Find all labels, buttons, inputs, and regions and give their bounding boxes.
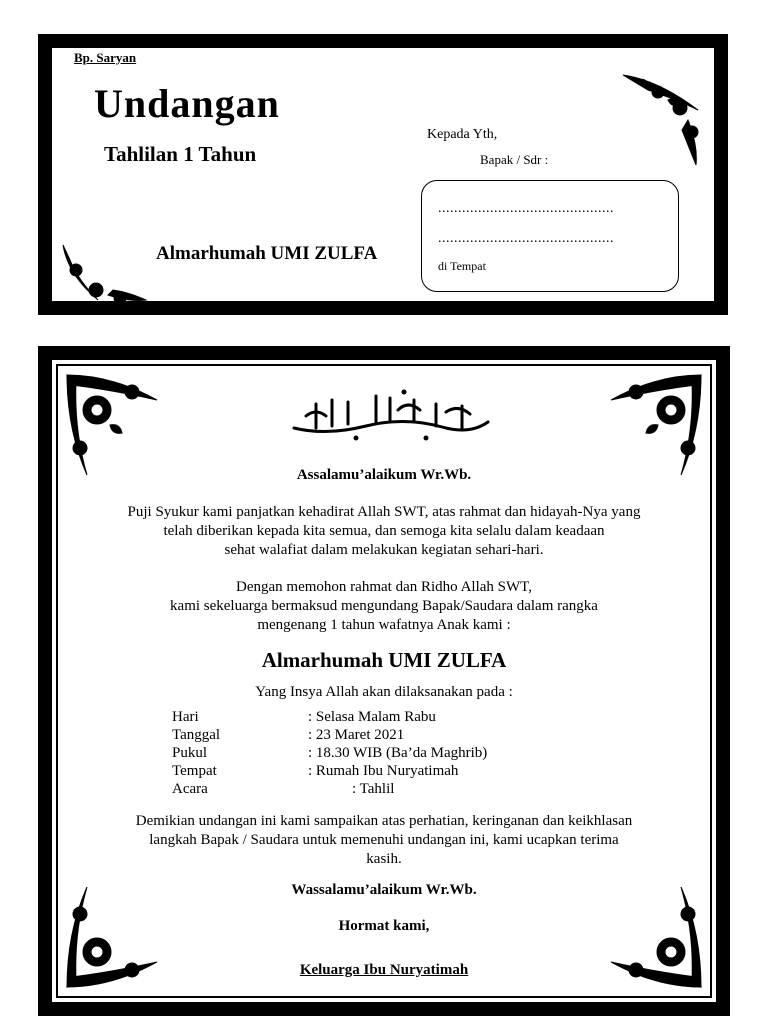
request-line-2: kami sekeluarga bermaksud mengundang Bapak/Saudara dalam rangka <box>170 598 598 614</box>
closing-greeting: Wassalamu’alaikum Wr.Wb. <box>291 882 477 898</box>
event-details <box>172 708 487 798</box>
detail-value: : Rumah Ibu Nuryatimah <box>308 763 459 779</box>
detail-row-event <box>172 780 487 798</box>
event-subtitle: Tahlilan 1 Tahun <box>104 142 257 166</box>
request-line-3: mengenang 1 tahun wafatnya Anak kami : <box>257 617 511 633</box>
detail-value: : Tahlil <box>352 781 395 797</box>
detail-row-day <box>172 708 487 726</box>
detail-label: Tanggal <box>172 727 221 743</box>
floral-corner-icon <box>58 240 148 308</box>
address-location: di Tempat <box>438 259 486 273</box>
closing-line-2: langkah Bapak / Saudara untuk memenuhi undangan ini, kami ucapkan terima <box>149 832 619 848</box>
detail-label: Tempat <box>172 763 217 779</box>
invitation-title: Undangan <box>94 81 280 126</box>
detail-label: Pukul <box>172 745 208 761</box>
closing-line-3: kasih. <box>366 851 402 867</box>
bismillah-calligraphy-icon <box>286 386 496 446</box>
closing-line-1: Demikian undangan ini kami sampaikan atas perhatian, keringanan dan keikhlasan <box>135 813 633 829</box>
detail-row-place <box>172 762 487 780</box>
gratitude-line-3: sehat walafiat dalam melakukan kegiatan sehari-hari. <box>224 542 544 558</box>
address-box <box>421 180 679 292</box>
closing-paragraph <box>78 812 690 869</box>
floral-corner-icon <box>618 70 708 170</box>
envelope-card <box>38 34 728 315</box>
signature: Keluarga Ibu Nuryatimah <box>299 962 469 978</box>
gratitude-line-1: Puji Syukur kami panjatkan kehadirat Allah SWT, atas rahmat dan hidayah-Nya yang <box>127 504 641 520</box>
regards: Hormat kami, <box>338 918 430 934</box>
letter-body <box>38 466 730 702</box>
deceased-name: Almarhumah UMI ZULFA <box>156 243 378 264</box>
detail-row-time <box>172 744 487 762</box>
detail-label: Acara <box>172 781 208 797</box>
address-line-2: ............................................ <box>438 231 614 246</box>
detail-value: : 23 Maret 2021 <box>308 727 405 743</box>
request-line-1: Dengan memohon rahmat dan Ridho Allah SWT, <box>236 579 532 595</box>
detail-label: Hari <box>172 709 199 725</box>
opening-greeting: Assalamu’alaikum Wr.Wb. <box>296 467 472 483</box>
deceased-name: Almarhumah UMI ZULFA <box>261 648 507 672</box>
address-line-1: ............................................ <box>438 201 614 216</box>
invitation-letter <box>38 346 730 1016</box>
detail-row-date <box>172 726 487 744</box>
schedule-intro: Yang Insya Allah akan dilaksanakan pada : <box>255 684 513 700</box>
detail-value: : 18.30 WIB (Ba’da Maghrib) <box>308 745 488 761</box>
recipient-name-tag: Bp. Saryan <box>70 50 140 66</box>
addressee-salutation: Bapak / Sdr : <box>480 152 549 167</box>
detail-value: : Selasa Malam Rabu <box>308 709 436 725</box>
floral-corner-icon <box>62 370 162 480</box>
addressee-heading: Kepada Yth, <box>427 127 498 142</box>
gratitude-line-2: telah diberikan kepada kita semua, dan semoga kita selalu dalam keadaan <box>163 523 605 539</box>
floral-corner-icon <box>606 370 706 480</box>
